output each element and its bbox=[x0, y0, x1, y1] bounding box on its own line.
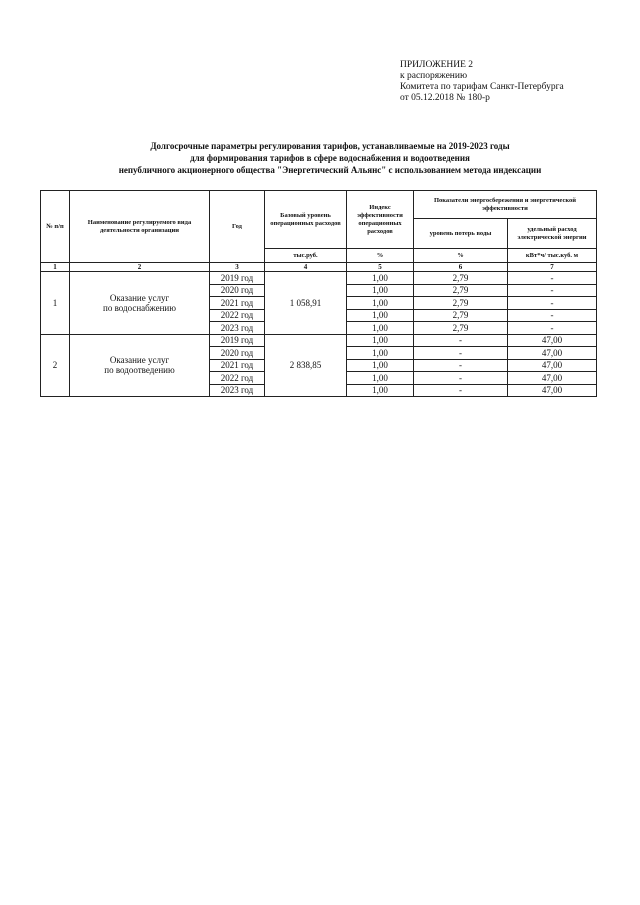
unit-loss: % bbox=[414, 249, 508, 263]
header-year: Год bbox=[210, 191, 265, 263]
header-specific-consumption: удельный расход электрической энергии bbox=[508, 219, 597, 249]
index-value: 1,00 bbox=[347, 372, 414, 385]
appendix-date-number: от 05.12.2018 № 180-р bbox=[400, 93, 490, 103]
water-loss-value: - bbox=[414, 347, 508, 360]
activity-name bbox=[70, 272, 210, 335]
index-value: 1,00 bbox=[347, 347, 414, 360]
water-loss-value: 2,79 bbox=[414, 297, 508, 310]
water-loss-value: 2,79 bbox=[414, 272, 508, 285]
appendix-order-ref: к распоряжению bbox=[400, 71, 468, 81]
table-row bbox=[41, 334, 597, 347]
activity-line: по водоснабжению bbox=[103, 302, 176, 313]
title-line-1: Долгосрочные параметры регулирования тарифов, устанавливаемые на 2019-2023 годы bbox=[150, 141, 510, 151]
base-level-value: 2 838,85 bbox=[265, 334, 347, 397]
water-loss-value: 2,79 bbox=[414, 322, 508, 335]
header-water-loss: уровень потерь воды bbox=[414, 219, 508, 249]
column-number: 3 bbox=[210, 263, 265, 272]
unit-consumption: кВт*ч/ тыс.куб. м bbox=[508, 249, 597, 263]
appendix-committee: Комитета по тарифам Санкт-Петербурга bbox=[400, 82, 564, 92]
header-base-level: Базовый уровень операционных расходов bbox=[265, 191, 347, 249]
header-activity: Наименование регулируемого вида деятельности организации bbox=[70, 191, 210, 263]
column-number: 2 bbox=[70, 263, 210, 272]
column-number-row bbox=[41, 263, 597, 272]
index-value: 1,00 bbox=[347, 284, 414, 297]
activity-line: Оказание услуг bbox=[109, 292, 170, 303]
parameters-table bbox=[40, 190, 597, 397]
water-loss-value: 2,79 bbox=[414, 309, 508, 322]
table-row bbox=[41, 272, 597, 285]
base-level-value: 1 058,91 bbox=[265, 272, 347, 335]
consumption-value: - bbox=[508, 322, 597, 335]
year-cell: 2020 год bbox=[210, 284, 265, 297]
column-number: 6 bbox=[414, 263, 508, 272]
consumption-value: - bbox=[508, 272, 597, 285]
row-num: 1 bbox=[41, 272, 70, 335]
year-cell: 2023 год bbox=[210, 322, 265, 335]
header-energy-group: Показатели энергосбережения и энергетической эффективности bbox=[414, 191, 597, 219]
column-number: 4 bbox=[265, 263, 347, 272]
row-num: 2 bbox=[41, 334, 70, 397]
activity-line: по водоотведению bbox=[104, 365, 175, 376]
appendix-header bbox=[400, 60, 564, 104]
unit-base: тыс.руб. bbox=[265, 249, 347, 263]
year-cell: 2021 год bbox=[210, 297, 265, 310]
consumption-value: - bbox=[508, 309, 597, 322]
index-value: 1,00 bbox=[347, 384, 414, 397]
water-loss-value: 2,79 bbox=[414, 284, 508, 297]
water-loss-value: - bbox=[414, 334, 508, 347]
index-value: 1,00 bbox=[347, 359, 414, 372]
year-cell: 2023 год bbox=[210, 384, 265, 397]
title-line-3: непубличного акционерного общества "Энергетический Альянс" с использованием метода индексации bbox=[118, 165, 542, 175]
column-number: 7 bbox=[508, 263, 597, 272]
activity-line: Оказание услуг bbox=[109, 355, 170, 366]
water-loss-value: - bbox=[414, 384, 508, 397]
index-value: 1,00 bbox=[347, 334, 414, 347]
year-cell: 2019 год bbox=[210, 334, 265, 347]
appendix-label: ПРИЛОЖЕНИЕ 2 bbox=[400, 60, 474, 70]
index-value: 1,00 bbox=[347, 322, 414, 335]
header-index: Индекс эффективности операционных расходов bbox=[347, 191, 414, 249]
consumption-value: 47,00 bbox=[508, 384, 597, 397]
index-value: 1,00 bbox=[347, 272, 414, 285]
index-value: 1,00 bbox=[347, 309, 414, 322]
column-number: 1 bbox=[41, 263, 70, 272]
year-cell: 2019 год bbox=[210, 272, 265, 285]
year-cell: 2022 год bbox=[210, 309, 265, 322]
consumption-value: - bbox=[508, 297, 597, 310]
header-num: № п/п bbox=[41, 191, 70, 263]
index-value: 1,00 bbox=[347, 297, 414, 310]
consumption-value: - bbox=[508, 284, 597, 297]
consumption-value: 47,00 bbox=[508, 372, 597, 385]
consumption-value: 47,00 bbox=[508, 347, 597, 360]
year-cell: 2022 год bbox=[210, 372, 265, 385]
column-number: 5 bbox=[347, 263, 414, 272]
consumption-value: 47,00 bbox=[508, 359, 597, 372]
document-title bbox=[40, 140, 620, 176]
unit-index: % bbox=[347, 249, 414, 263]
year-cell: 2021 год bbox=[210, 359, 265, 372]
water-loss-value: - bbox=[414, 359, 508, 372]
year-cell: 2020 год bbox=[210, 347, 265, 360]
water-loss-value: - bbox=[414, 372, 508, 385]
consumption-value: 47,00 bbox=[508, 334, 597, 347]
activity-name bbox=[70, 334, 210, 397]
title-line-2: для формирования тарифов в сфере водоснабжения и водоотведения bbox=[190, 153, 470, 163]
